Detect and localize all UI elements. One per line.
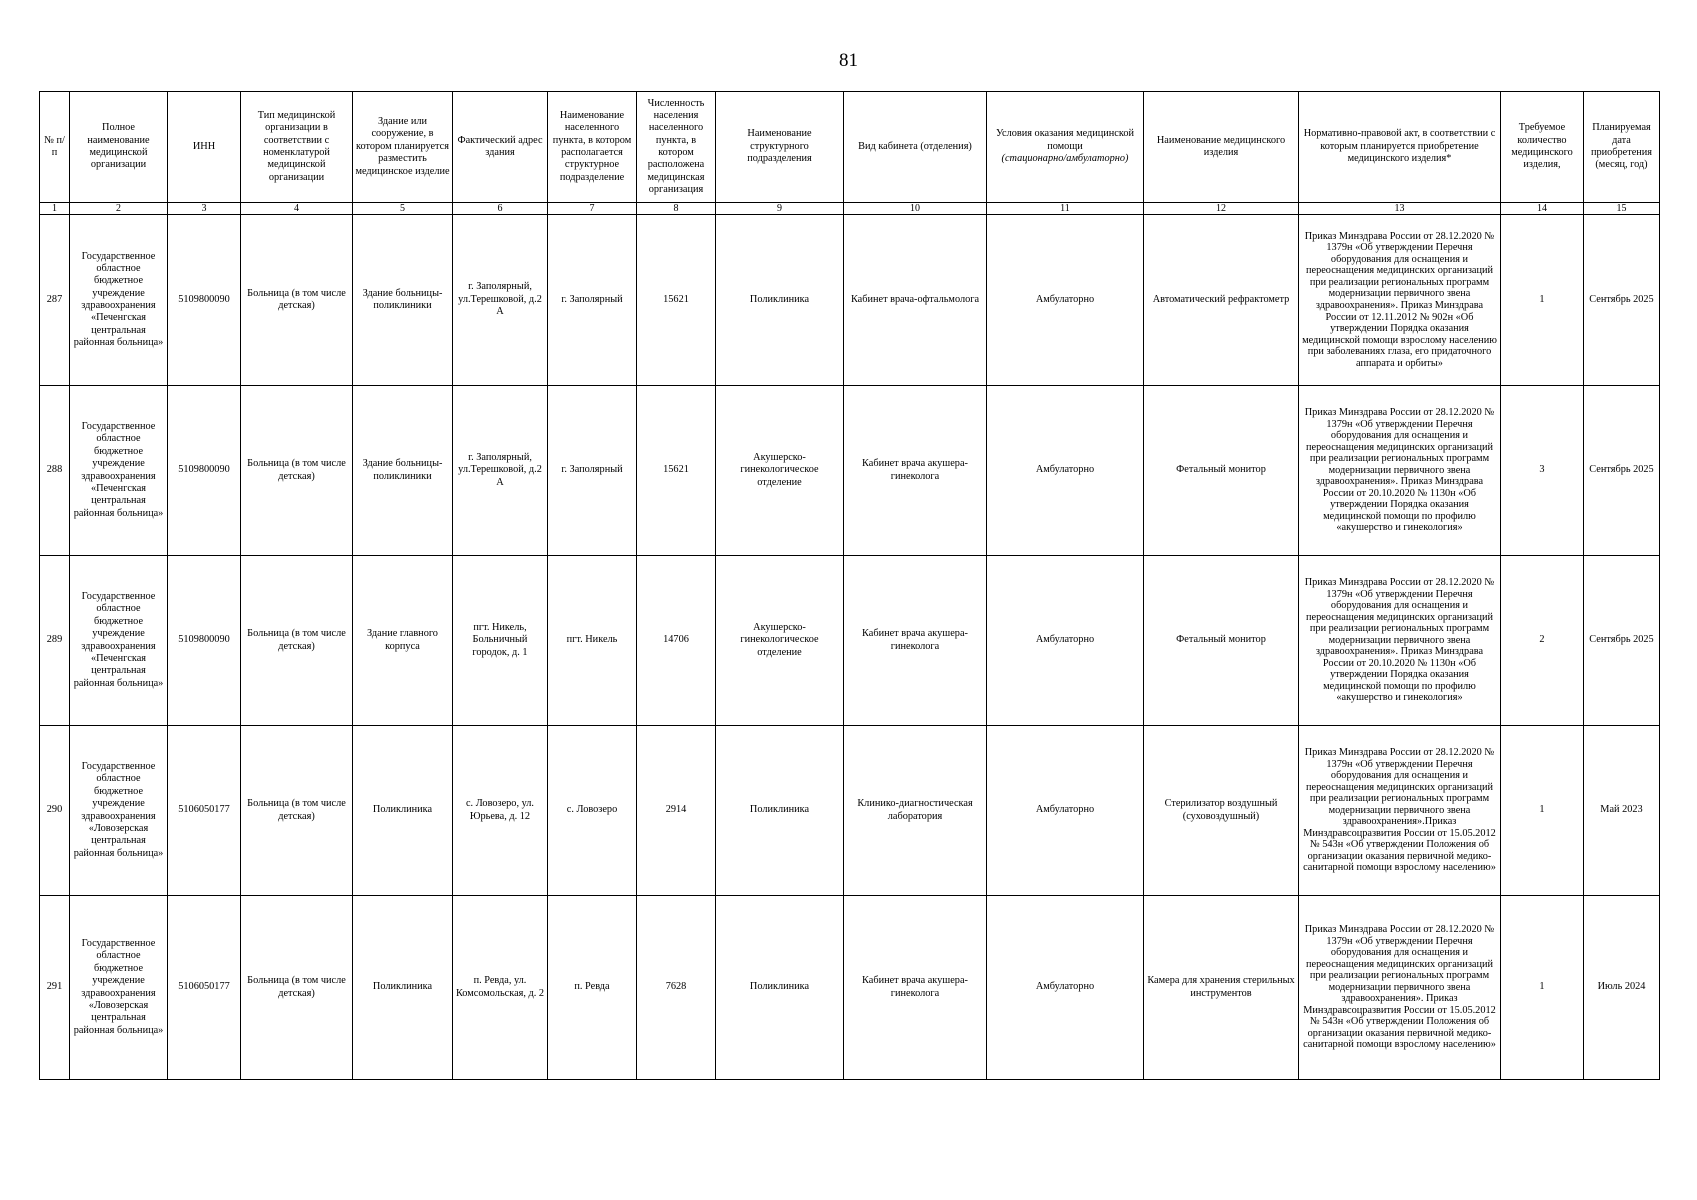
header-cell: Тип медицинской организации в соответствии с номенклатурой медицинской организации — [241, 92, 353, 203]
org-name: Государственное областное бюджетное учреждение здравоохранения «Ловозерская центральная районная больница» — [70, 726, 168, 896]
cabinet: Клинико-диагностическая лаборатория — [844, 726, 987, 896]
cabinet: Кабинет врача акушера-гинеколога — [844, 896, 987, 1080]
cabinet: Кабинет врача акушера-гинеколога — [844, 556, 987, 726]
legal-act: Приказ Минздрава России от 28.12.2020 № 1379н «Об утверждении Перечня оборудования для оснащения и переоснащения медицинских организаций при реализации региональных программ модернизации первичного звена здравоохранения».Приказ Минздравсоцразвития России от 15.05.2012 № 543н «Об утверждении Положения об организации оказания первичной медико-санитарной помощи взрослому населению» — [1299, 726, 1501, 896]
device: Стерилизатор воздушный (суховоздушный) — [1144, 726, 1299, 896]
header-cell: Наименование медицинского изделия — [1144, 92, 1299, 203]
header-conditions-label: Условия оказания медицинской помощи — [995, 128, 1135, 152]
conditions: Амбулаторно — [987, 726, 1144, 896]
header-cell: Численность населения населенного пункта, в котором расположена медицинская организация — [637, 92, 716, 203]
equipment-table — [39, 91, 1660, 1080]
conditions: Амбулаторно — [987, 896, 1144, 1080]
settlement: пгт. Никель — [548, 556, 637, 726]
building: Здание больницы-поликлиники — [353, 215, 453, 386]
population: 15621 — [637, 386, 716, 556]
column-number: 12 — [1144, 203, 1299, 215]
org-name: Государственное областное бюджетное учреждение здравоохранения «Ловозерская центральная районная больница» — [70, 896, 168, 1080]
row-number: 288 — [40, 386, 70, 556]
purchase-date: Июль 2024 — [1584, 896, 1660, 1080]
org-name: Государственное областное бюджетное учреждение здравоохранения «Печенгская центральная районная больница» — [70, 556, 168, 726]
column-number: 3 — [168, 203, 241, 215]
settlement: г. Заполярный — [548, 215, 637, 386]
row-number: 290 — [40, 726, 70, 896]
address: г. Заполярный, ул.Терешковой, д.2 А — [453, 386, 548, 556]
address: п. Ревда, ул. Комсомольская, д. 2 — [453, 896, 548, 1080]
header-cell: № п/п — [40, 92, 70, 203]
header-cell: Фактический адрес здания — [453, 92, 548, 203]
table-row — [40, 726, 1660, 896]
legal-act: Приказ Минздрава России от 28.12.2020 № 1379н «Об утверждении Перечня оборудования для оснащения и переоснащения медицинских организаций при реализации региональных программ модернизации первичного звена здравоохранения». Приказ Минздрава России от 20.10.2020 № 1130н «Об утверждении Порядка оказания медицинской помощи по профилю «акушерство и гинекология» — [1299, 556, 1501, 726]
row-number: 289 — [40, 556, 70, 726]
conditions: Амбулаторно — [987, 386, 1144, 556]
quantity: 1 — [1501, 726, 1584, 896]
column-number: 13 — [1299, 203, 1501, 215]
row-number: 287 — [40, 215, 70, 386]
population: 14706 — [637, 556, 716, 726]
header-cell: Наименование структурного подразделения — [716, 92, 844, 203]
settlement: г. Заполярный — [548, 386, 637, 556]
unit: Акушерско-гинекологическое отделение — [716, 386, 844, 556]
purchase-date: Сентябрь 2025 — [1584, 386, 1660, 556]
row-number: 291 — [40, 896, 70, 1080]
device: Камера для хранения стерильных инструментов — [1144, 896, 1299, 1080]
building: Здание главного корпуса — [353, 556, 453, 726]
unit: Поликлиника — [716, 896, 844, 1080]
building: Поликлиника — [353, 726, 453, 896]
header-cell: Полное наименование медицинской организации — [70, 92, 168, 203]
population: 7628 — [637, 896, 716, 1080]
cabinet: Кабинет врача-офтальмолога — [844, 215, 987, 386]
column-number: 1 — [40, 203, 70, 215]
quantity: 1 — [1501, 896, 1584, 1080]
settlement: с. Ловозеро — [548, 726, 637, 896]
header-cell: Здание или сооружение, в котором планируется разместить медицинское изделие — [353, 92, 453, 203]
column-number: 8 — [637, 203, 716, 215]
conditions: Амбулаторно — [987, 556, 1144, 726]
column-number-row — [40, 203, 1660, 215]
conditions: Амбулаторно — [987, 215, 1144, 386]
address: пгт. Никель, Больничный городок, д. 1 — [453, 556, 548, 726]
building: Здание больницы-поликлиники — [353, 386, 453, 556]
legal-act: Приказ Минздрава России от 28.12.2020 № 1379н «Об утверждении Перечня оборудования для оснащения и переоснащения медицинских организаций при реализации региональных программ модернизации первичного звена здравоохранения». Приказ Минздрава России от 12.11.2012 № 902н «Об утверждении Порядка оказания медицинской помощи взрослому населению при заболеваниях глаза, его придаточного аппарата и орбиты» — [1299, 215, 1501, 386]
inn: 5106050177 — [168, 896, 241, 1080]
unit: Акушерско-гинекологическое отделение — [716, 556, 844, 726]
column-number: 10 — [844, 203, 987, 215]
header-conditions-note: (стационарно/амбулаторно) — [1001, 153, 1129, 165]
inn: 5109800090 — [168, 386, 241, 556]
header-cell: ИНН — [168, 92, 241, 203]
column-number: 14 — [1501, 203, 1584, 215]
column-number: 5 — [353, 203, 453, 215]
device: Фетальный монитор — [1144, 386, 1299, 556]
org-name: Государственное областное бюджетное учреждение здравоохранения «Печенгская центральная районная больница» — [70, 386, 168, 556]
unit: Поликлиника — [716, 726, 844, 896]
address: г. Заполярный, ул.Терешковой, д.2 А — [453, 215, 548, 386]
page-number: 81 — [839, 50, 858, 71]
cabinet: Кабинет врача акушера-гинеколога — [844, 386, 987, 556]
org-type: Больница (в том числе детская) — [241, 556, 353, 726]
quantity: 2 — [1501, 556, 1584, 726]
org-type: Больница (в том числе детская) — [241, 896, 353, 1080]
population: 2914 — [637, 726, 716, 896]
header-cell: Наименование населенного пункта, в котором располагается структурное подразделение — [548, 92, 637, 203]
legal-act: Приказ Минздрава России от 28.12.2020 № 1379н «Об утверждении Перечня оборудования для оснащения и переоснащения медицинских организаций при реализации региональных программ модернизации первичного звена здравоохранения». Приказ Минздрава России от 20.10.2020 № 1130н «Об утверждении Порядка оказания медицинской помощи по профилю «акушерство и гинекология» — [1299, 386, 1501, 556]
header-cell: Вид кабинета (отделения) — [844, 92, 987, 203]
inn: 5106050177 — [168, 726, 241, 896]
header-cell: Требуемое количество медицинского изделия, — [1501, 92, 1584, 203]
settlement: п. Ревда — [548, 896, 637, 1080]
device: Автоматический рефрактометр — [1144, 215, 1299, 386]
device: Фетальный монитор — [1144, 556, 1299, 726]
table-row — [40, 896, 1660, 1080]
table-row — [40, 556, 1660, 726]
column-number: 11 — [987, 203, 1144, 215]
address: с. Ловозеро, ул. Юрьева, д. 12 — [453, 726, 548, 896]
column-number: 4 — [241, 203, 353, 215]
population: 15621 — [637, 215, 716, 386]
column-number: 6 — [453, 203, 548, 215]
header-cell: Планируемая дата приобретения (месяц, год) — [1584, 92, 1660, 203]
purchase-date: Сентябрь 2025 — [1584, 556, 1660, 726]
inn: 5109800090 — [168, 215, 241, 386]
inn: 5109800090 — [168, 556, 241, 726]
quantity: 3 — [1501, 386, 1584, 556]
header-row — [40, 92, 1660, 203]
column-number: 7 — [548, 203, 637, 215]
table-row — [40, 215, 1660, 386]
column-number: 9 — [716, 203, 844, 215]
org-type: Больница (в том числе детская) — [241, 726, 353, 896]
column-number: 2 — [70, 203, 168, 215]
purchase-date: Май 2023 — [1584, 726, 1660, 896]
building: Поликлиника — [353, 896, 453, 1080]
purchase-date: Сентябрь 2025 — [1584, 215, 1660, 386]
unit: Поликлиника — [716, 215, 844, 386]
org-name: Государственное областное бюджетное учреждение здравоохранения «Печенгская центральная районная больница» — [70, 215, 168, 386]
header-cell: Нормативно-правовой акт, в соответствии с которым планируется приобретение медицинского изделия* — [1299, 92, 1501, 203]
legal-act: Приказ Минздрава России от 28.12.2020 № 1379н «Об утверждении Перечня оборудования для оснащения и переоснащения медицинских организаций при реализации региональных программ модернизации первичного звена здравоохранения». Приказ Минздравсоцразвития России от 15.05.2012 № 543н «Об утверждении Положения об организации оказания первичной медико-санитарной помощи взрослому населению» — [1299, 896, 1501, 1080]
column-number: 15 — [1584, 203, 1660, 215]
header-cell — [987, 92, 1144, 203]
table-row — [40, 386, 1660, 556]
org-type: Больница (в том числе детская) — [241, 215, 353, 386]
quantity: 1 — [1501, 215, 1584, 386]
org-type: Больница (в том числе детская) — [241, 386, 353, 556]
